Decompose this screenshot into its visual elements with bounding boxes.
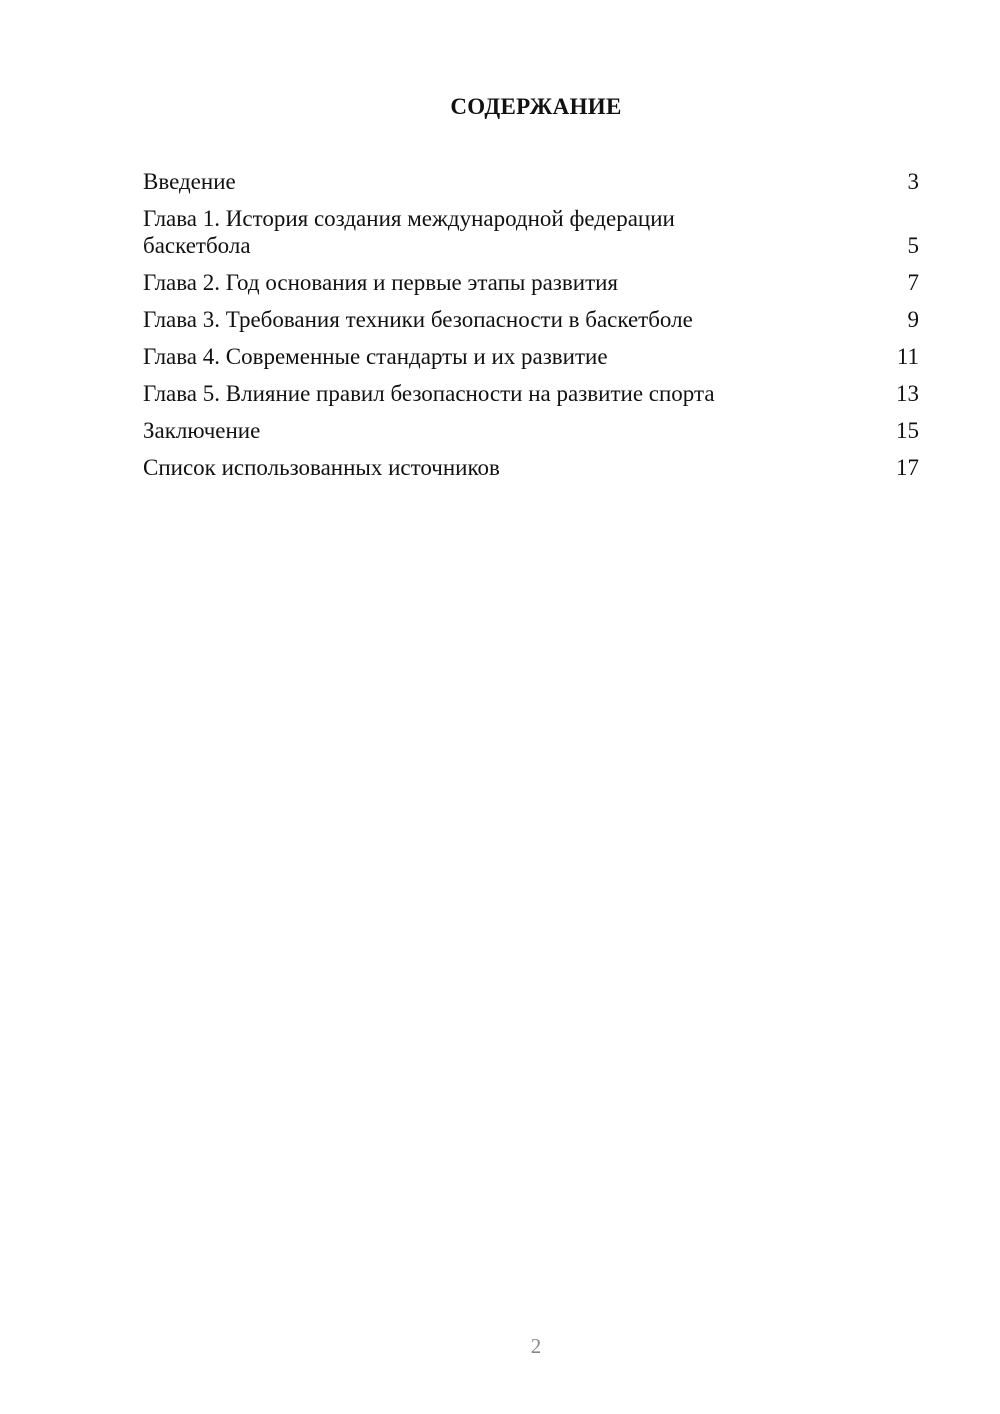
toc-entry-title: Заключение: [143, 418, 261, 443]
toc-entry-page: 13: [896, 381, 919, 406]
toc-entry-title: Введение: [143, 169, 236, 194]
toc-entry-page: 15: [896, 418, 919, 443]
toc-entry-page: 7: [907, 270, 919, 295]
toc-entry-page: 9: [907, 307, 919, 332]
table-of-contents: [143, 168, 919, 491]
toc-entry[interactable]: [143, 205, 919, 259]
toc-entry-title: Глава 4. Современные стандарты и их развитие: [143, 344, 608, 369]
toc-entry-title: Список использованных источников: [143, 455, 500, 480]
toc-entry-page: 17: [896, 455, 919, 480]
toc-entry-title: Глава 5. Влияние правил безопасности на развитие спорта: [143, 381, 715, 406]
toc-entry[interactable]: [143, 380, 919, 407]
toc-entry[interactable]: [143, 417, 919, 444]
toc-entry-title: Глава 1. История создания международной федерации баскетбола: [143, 206, 675, 258]
page-number: 2: [530, 1334, 542, 1358]
toc-entry[interactable]: [143, 454, 919, 481]
toc-entry[interactable]: [143, 269, 919, 296]
toc-entry[interactable]: [143, 343, 919, 370]
toc-entry[interactable]: [143, 168, 919, 195]
toc-entry-page: 5: [907, 233, 919, 258]
toc-entry-page: 11: [896, 344, 919, 369]
toc-entry-title: Глава 2. Год основания и первые этапы развития: [143, 270, 619, 295]
toc-entry-title: Глава 3. Требования техники безопасности в баскетболе: [143, 307, 693, 332]
toc-entry[interactable]: [143, 306, 919, 333]
toc-entry-page: 3: [907, 169, 919, 194]
toc-heading: СОДЕРЖАНИЕ: [450, 94, 622, 119]
